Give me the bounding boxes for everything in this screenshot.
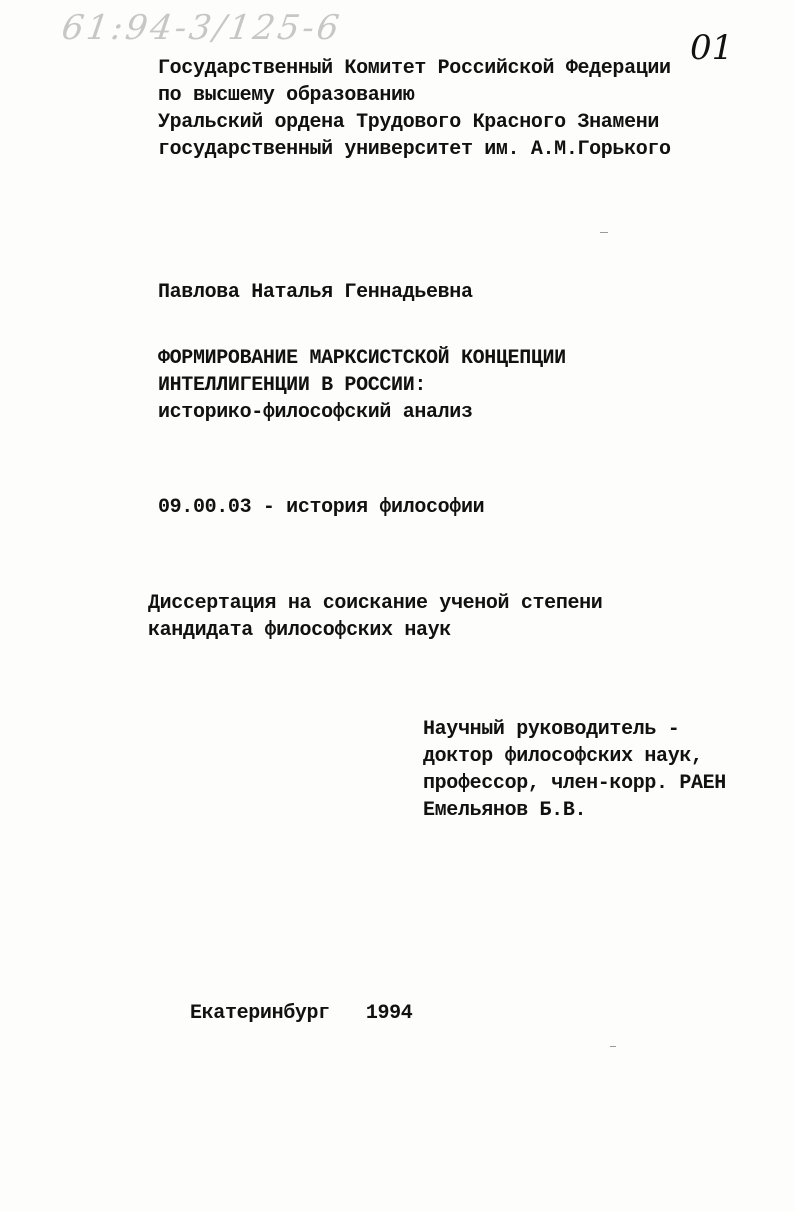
advisor-line: доктор философских наук, bbox=[423, 745, 703, 768]
title-line: ФОРМИРОВАНИЕ МАРКСИСТСКОЙ КОНЦЕПЦИИ bbox=[158, 347, 566, 370]
advisor-line: профессор, член-корр. РАЕН bbox=[423, 772, 726, 795]
title-line: ИНТЕЛЛИГЕНЦИИ В РОССИИ: bbox=[158, 374, 426, 397]
title-line: историко-философский анализ bbox=[158, 401, 473, 424]
advisor-line: Научный руководитель - bbox=[423, 718, 680, 741]
institution-line: по высшему образованию bbox=[158, 84, 415, 107]
dissertation-title bbox=[158, 345, 566, 426]
degree-block bbox=[148, 590, 602, 644]
institution-line: Государственный Комитет Российской Федерации bbox=[158, 57, 671, 80]
scan-speck bbox=[610, 1046, 616, 1047]
advisor-block bbox=[423, 716, 726, 824]
city: Екатеринбург bbox=[190, 1002, 330, 1025]
author-name: Павлова Наталья Геннадьевна bbox=[158, 281, 473, 304]
advisor-line: Емельянов Б.В. bbox=[423, 799, 587, 822]
archive-number-stamp: 61:94-3/125-6 bbox=[59, 8, 345, 48]
year: 1994 bbox=[365, 1002, 413, 1025]
place-and-year bbox=[190, 1000, 412, 1027]
institution-line: государственный университет им. А.М.Горького bbox=[158, 138, 671, 161]
degree-line: кандидата философских наук bbox=[148, 619, 451, 642]
institution-line: Уральский ордена Трудового Красного Знамени bbox=[158, 111, 660, 134]
author-block bbox=[158, 279, 473, 306]
institution-block bbox=[158, 55, 671, 163]
specialty-block bbox=[158, 494, 484, 521]
degree-line: Диссертация на соискание ученой степени bbox=[148, 592, 603, 615]
scan-speck bbox=[600, 232, 608, 233]
copy-number-mark: 01 bbox=[690, 28, 734, 68]
specialty-code: 09.00.03 - история философии bbox=[158, 496, 485, 519]
